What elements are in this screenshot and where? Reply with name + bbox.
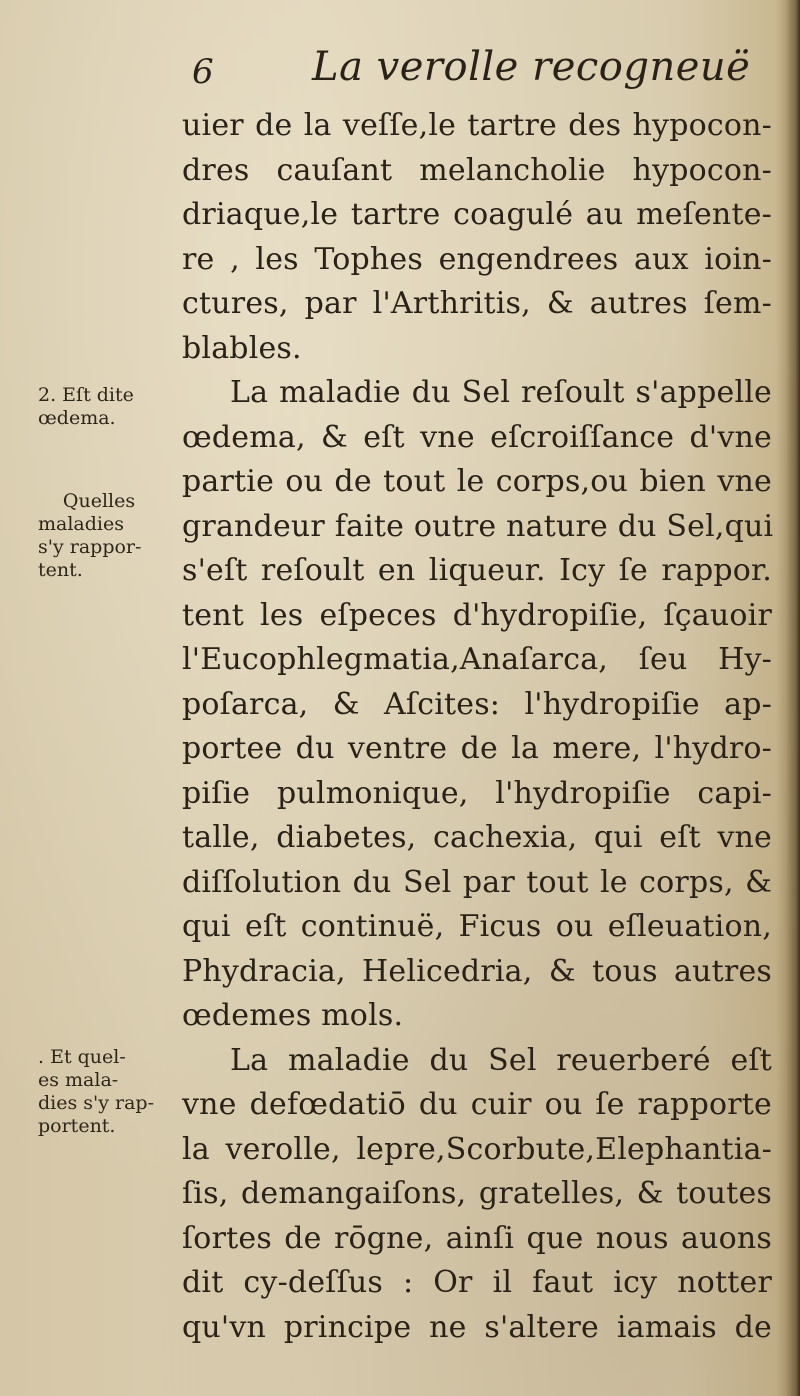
text-line: uier de la veſſe,le tartre des hypocon- bbox=[182, 108, 772, 143]
margin-note-line: Quelles bbox=[62, 490, 136, 512]
margin-note-line: œdema. bbox=[38, 407, 116, 429]
text-line: la verolle, lepre,Scorbute,Elephantia- bbox=[182, 1131, 772, 1167]
text-line: l'Eucophlegmatia,Anaſarca, ſeu Hy- bbox=[182, 642, 772, 677]
text-line: poſarca, & Aſcites: l'hydropiſie ap- bbox=[182, 686, 772, 722]
text-line: dit cy-deſſus : Or il faut icy notter bbox=[182, 1265, 772, 1300]
text-line: driaque,le tartre coagulé au meſente- bbox=[182, 197, 772, 232]
body-text bbox=[182, 104, 772, 1350]
margin-note-line: es mala- bbox=[38, 1069, 119, 1091]
text-line: portee du ventre de la mere, l'hydro- bbox=[182, 731, 772, 766]
page-edge-shadow bbox=[786, 0, 800, 1396]
margin-note-et-quelles bbox=[38, 1046, 178, 1138]
margin-note-line: tent. bbox=[38, 559, 83, 581]
margin-note-line: maladies bbox=[38, 513, 124, 535]
text-line: qu'vn principe ne s'altere iamais de bbox=[182, 1309, 772, 1345]
page-number: 6 bbox=[192, 52, 214, 92]
margin-note-oedema bbox=[38, 384, 178, 430]
text-line: Phydracia, Helicedria, & tous autres bbox=[182, 953, 772, 989]
text-line: diſſolution du Sel par tout le corps, & bbox=[182, 864, 772, 900]
text-line: œdema, & eſt vne eſcroiſſance d'vne bbox=[182, 419, 772, 455]
margin-note-line: s'y rappor- bbox=[38, 536, 142, 558]
text-line: ctures, par l'Arthritis, & autres ſem- bbox=[182, 286, 772, 321]
text-line: blables. bbox=[182, 330, 302, 366]
text-line: La maladie du Sel reſoult s'appelle bbox=[230, 375, 772, 410]
text-line: re , les Tophes engendrees aux ioin- bbox=[182, 241, 772, 277]
text-line: partie ou de tout le corps,ou bien vne bbox=[182, 464, 772, 499]
margin-note-line: dies s'y rap- bbox=[38, 1092, 155, 1114]
text-line: dres cauſant melancholie hypocon- bbox=[182, 152, 772, 188]
text-line: La maladie du Sel reuerberé eſt bbox=[230, 1042, 772, 1078]
page-header bbox=[0, 44, 800, 104]
margin-note-line: portent. bbox=[38, 1115, 116, 1137]
text-line: grandeur faite outre nature du Sel,qui bbox=[182, 508, 774, 544]
text-line: ſis, demangaiſons, gratelles, & toutes bbox=[182, 1176, 772, 1211]
margin-note-quelles-maladies bbox=[38, 490, 178, 582]
running-title: La verolle recogneuë bbox=[312, 44, 751, 90]
text-line: ſortes de rōgne, ainſi que nous auons bbox=[182, 1220, 772, 1256]
text-line: vne defœdatiō du cuir ou ſe rapporte bbox=[182, 1087, 772, 1122]
text-line: qui eſt continuë, Ficus ou eſleuation, bbox=[182, 909, 772, 944]
text-line: s'eſt reſoult en liqueur. Icy ſe rappor. bbox=[182, 553, 772, 588]
text-line: œdemes mols. bbox=[182, 998, 404, 1033]
margin-note-line: 2. Eſt dite bbox=[38, 384, 134, 406]
text-line: tent les eſpeces d'hydropiſie, ſçauoir bbox=[182, 597, 772, 633]
text-line: piſie pulmonique, l'hydropiſie capi- bbox=[182, 775, 772, 811]
margin-note-line: . Et quel- bbox=[38, 1046, 126, 1068]
text-line: talle, diabetes, cachexia, qui eſt vne bbox=[182, 820, 772, 855]
